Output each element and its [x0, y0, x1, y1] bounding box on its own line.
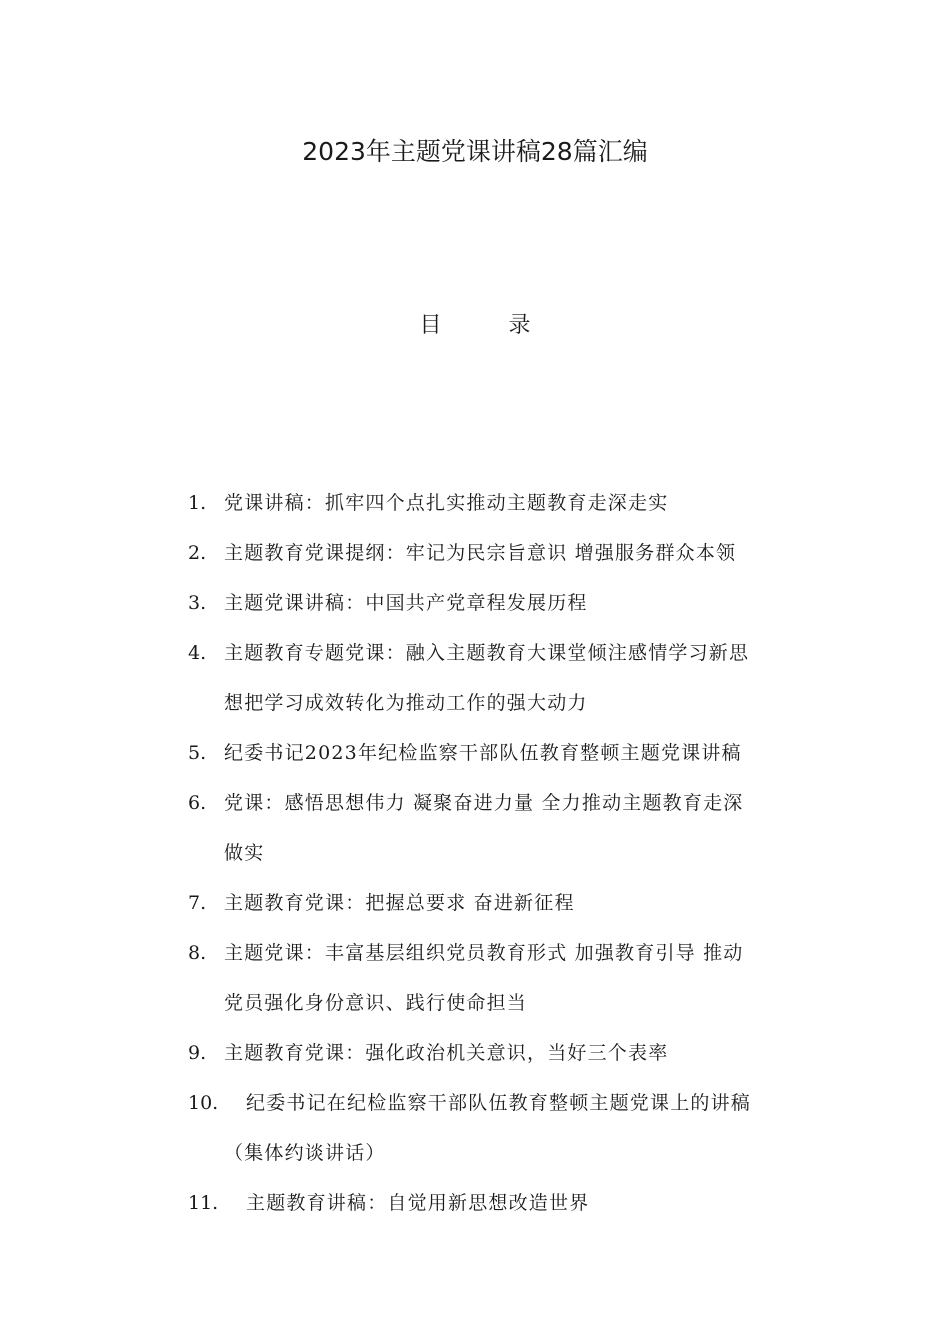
toc-item[interactable] [188, 1028, 808, 1078]
toc-item-line: 主题党课：丰富基层组织党员教育形式 加强教育引导 推动 [224, 942, 744, 964]
toc-item-number: 11. [188, 1192, 219, 1214]
toc-item[interactable] [188, 878, 808, 928]
toc-item[interactable] [188, 628, 808, 728]
toc-item-line: 主题教育讲稿：自觉用新思想改造世界 [246, 1192, 590, 1214]
toc-item-line: 主题教育党课提纲：牢记为民宗旨意识 增强服务群众本领 [224, 542, 737, 564]
document-title: 2023年主题党课讲稿28篇汇编 [302, 137, 648, 166]
toc-item-line: 主题教育党课：把握总要求 奋进新征程 [224, 892, 575, 914]
toc-item-line: 党课讲稿：抓牢四个点扎实推动主题教育走深走实 [224, 492, 669, 514]
toc-item-number: 8. [188, 942, 207, 964]
toc-item-line: （集体约谈讲话） [224, 1142, 386, 1164]
toc-item-number: 4. [188, 642, 207, 664]
toc-item[interactable] [188, 928, 808, 1028]
toc-item-title [224, 878, 808, 928]
toc-item[interactable] [188, 728, 808, 778]
toc-item-line: 纪委书记2023年纪检监察干部队伍教育整顿主题党课讲稿 [224, 742, 742, 764]
toc-item[interactable] [188, 578, 808, 628]
toc-item-line: 做实 [224, 842, 265, 864]
toc-item-title [224, 728, 808, 778]
toc-item-title [224, 778, 808, 878]
toc-item-title [224, 928, 808, 1028]
toc-item-title [224, 1028, 808, 1078]
toc-item-number: 5. [188, 742, 207, 764]
toc-item[interactable] [188, 1178, 808, 1228]
toc-item[interactable] [188, 778, 808, 878]
toc-item-line: 主题党课讲稿：中国共产党章程发展历程 [224, 592, 588, 614]
toc-heading: 目 录 [419, 313, 561, 338]
toc-item-first-line [188, 1078, 808, 1128]
toc-item[interactable] [188, 1078, 808, 1178]
toc-item-line: 主题教育专题党课：融入主题教育大课堂倾注感情学习新思 [224, 642, 750, 664]
toc-item-title [224, 478, 808, 528]
toc-item-number: 3. [188, 592, 207, 614]
toc-item-number: 9. [188, 1042, 207, 1064]
toc-item-line: 主题教育党课：强化政治机关意识，当好三个表率 [224, 1042, 669, 1064]
toc-item-line: 纪委书记在纪检监察干部队伍教育整顿主题党课上的讲稿 [246, 1092, 752, 1114]
toc-item-first-line [188, 1178, 808, 1228]
toc-item-line: 党员强化身份意识、践行使命担当 [224, 992, 528, 1014]
toc-item[interactable] [188, 528, 808, 578]
toc-item-title [224, 628, 808, 728]
toc-item-title [224, 528, 808, 578]
toc-item[interactable] [188, 478, 808, 528]
table-of-contents [188, 478, 808, 1228]
toc-item-number: 2. [188, 542, 207, 564]
toc-item-number: 1. [188, 492, 207, 514]
toc-item-line: 党课：感悟思想伟力 凝聚奋进力量 全力推动主题教育走深 [224, 792, 744, 814]
toc-item-number: 10. [188, 1092, 219, 1114]
toc-item-title [224, 578, 808, 628]
toc-item-line: 想把学习成效转化为推动工作的强大动力 [224, 692, 588, 714]
toc-item-number: 7. [188, 892, 207, 914]
toc-item-number: 6. [188, 792, 207, 814]
